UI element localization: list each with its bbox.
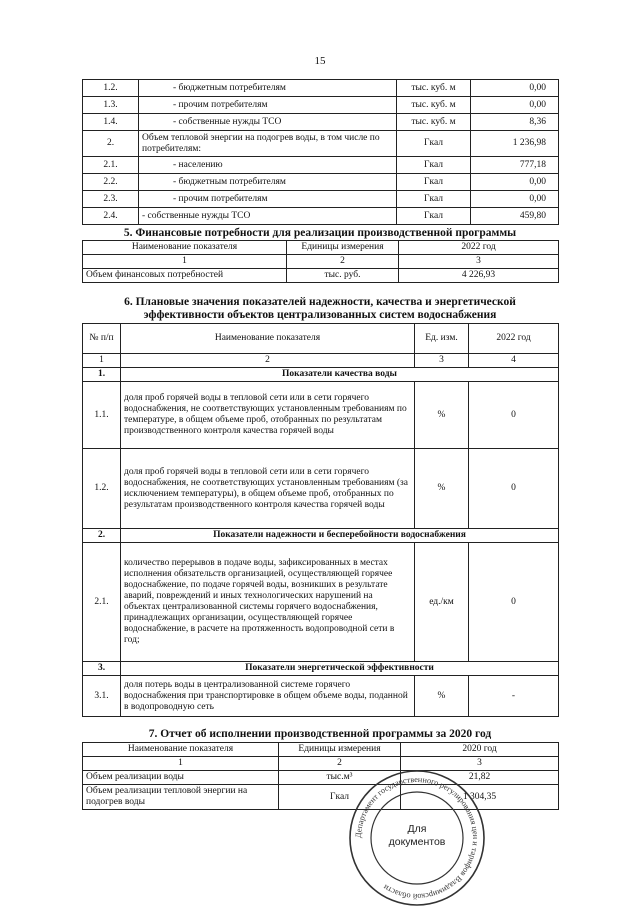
col-header-unit: Ед. изм. xyxy=(415,324,469,354)
index-cell: 2 xyxy=(121,354,415,368)
row-name: - собственные нужды ТСО xyxy=(139,208,397,225)
row-unit: тыс. куб. м xyxy=(397,97,471,114)
table-index-row xyxy=(83,255,559,269)
row-unit: тыс. куб. м xyxy=(397,80,471,97)
index-cell: 1 xyxy=(83,354,121,368)
table-row xyxy=(83,80,559,97)
stamp-center-text xyxy=(362,823,472,849)
table-row xyxy=(83,269,559,283)
row-value: - xyxy=(469,676,559,717)
group-row xyxy=(83,368,559,382)
row-name: - прочим потребителям xyxy=(139,97,397,114)
table-row xyxy=(83,114,559,131)
table-row xyxy=(83,131,559,157)
index-cell: 1 xyxy=(83,757,279,771)
row-number: 1.3. xyxy=(83,97,139,114)
section5-table xyxy=(82,240,559,283)
index-cell: 3 xyxy=(399,255,559,269)
group-row xyxy=(83,529,559,543)
index-cell: 2 xyxy=(279,757,401,771)
table-row xyxy=(83,382,559,449)
row-number: 2.2. xyxy=(83,174,139,191)
table-row xyxy=(83,174,559,191)
section6-title-line2: эффективности объектов централизованных систем водоснабжения xyxy=(143,309,497,321)
row-name: Объем реализации тепловой энергии на подогрев воды xyxy=(83,785,279,810)
row-text: количество перерывов в подаче воды, зафиксированных в местах исполнения обязательств организацией, осуществляющей горячее водоснабжение, по подаче горячей воды, возникших в результате аварий, повреждений и иных технологических нарушений на объектах централизованной системы горячего водоснабжения, принадлежащих организации, осуществляющей горячее водоснабжение, в расчете на протяженность водопроводной сети в год; xyxy=(121,543,415,662)
row-value: 4 226,93 xyxy=(399,269,559,283)
row-value: 0,00 xyxy=(471,191,559,208)
stamp-center-line2: документов xyxy=(388,836,446,848)
row-number: 2. xyxy=(83,131,139,157)
row-value: 0,00 xyxy=(471,97,559,114)
col-header-name: Наименование показателя xyxy=(121,324,415,354)
col-header-year: 2022 год xyxy=(399,241,559,255)
index-cell: 3 xyxy=(401,757,559,771)
stamp-ring-text: Департамент государственного регулирования цен и тарифов Владимирской области xyxy=(353,774,481,902)
table-index-row xyxy=(83,354,559,368)
row-unit: Гкал xyxy=(397,157,471,174)
row-name: - бюджетным потребителям xyxy=(139,80,397,97)
table-header-row xyxy=(83,241,559,255)
col-header-year: 2020 год xyxy=(401,743,559,757)
row-number: 3.1. xyxy=(83,676,121,717)
table-header-row xyxy=(83,324,559,354)
row-value: 21,82 xyxy=(401,771,559,785)
section6-table xyxy=(82,323,559,717)
row-value: 1 304,35 xyxy=(401,785,559,810)
group-title: Показатели качества воды xyxy=(121,368,559,382)
row-name: - прочим потребителям xyxy=(139,191,397,208)
group-title: Показатели надежности и бесперебойности водоснабжения xyxy=(121,529,559,543)
row-value: 1 236,98 xyxy=(471,131,559,157)
row-name: - собственные нужды ТСО xyxy=(139,114,397,131)
row-unit: тыс. руб. xyxy=(287,269,399,283)
row-number: 2.1. xyxy=(83,157,139,174)
table-row xyxy=(83,676,559,717)
table-index-row xyxy=(83,757,559,771)
table-row xyxy=(83,771,559,785)
row-unit: Гкал xyxy=(279,785,401,810)
row-value: 0 xyxy=(469,382,559,449)
stamp-center-line1: Для xyxy=(407,823,427,835)
row-unit: % xyxy=(415,449,469,529)
row-value: 459,80 xyxy=(471,208,559,225)
top-table xyxy=(82,79,559,225)
row-name: Объем реализации воды xyxy=(83,771,279,785)
section5-title: 5. Финансовые потребности для реализации производственной программы xyxy=(123,227,517,239)
index-cell: 4 xyxy=(469,354,559,368)
row-unit: тыс. куб. м xyxy=(397,114,471,131)
row-unit: Гкал xyxy=(397,131,471,157)
row-value: 0,00 xyxy=(471,174,559,191)
row-name: - бюджетным потребителям xyxy=(139,174,397,191)
row-unit: % xyxy=(415,382,469,449)
row-value: 0 xyxy=(469,543,559,662)
group-number: 3. xyxy=(83,662,121,676)
row-number: 1.1. xyxy=(83,382,121,449)
group-row xyxy=(83,662,559,676)
table-header-row xyxy=(83,743,559,757)
row-text: доля проб горячей воды в тепловой сети или в сети горячего водоснабжения, не соответствующих установленным требованиям (за исключением температуры), в общем объеме проб, отобранных по результатам производственного контроля качества горячей воды xyxy=(121,449,415,529)
col-header-year: 2022 год xyxy=(469,324,559,354)
section7-title: 7. Отчет об исполнении производственной программы за 2020 год xyxy=(148,728,492,740)
row-value: 0,00 xyxy=(471,80,559,97)
table-row xyxy=(83,157,559,174)
row-number: 1.4. xyxy=(83,114,139,131)
col-header-unit: Единицы измерения xyxy=(287,241,399,255)
row-number: 2.1. xyxy=(83,543,121,662)
row-value: 8,36 xyxy=(471,114,559,131)
row-number: 2.3. xyxy=(83,191,139,208)
row-name: Объем финансовых потребностей xyxy=(83,269,287,283)
table-row xyxy=(83,785,559,810)
row-unit: тыс.м³ xyxy=(279,771,401,785)
row-unit: ед./км xyxy=(415,543,469,662)
group-number: 1. xyxy=(83,368,121,382)
section6-title-line1: 6. Плановые значения показателей надежности, качества и энергетической xyxy=(124,296,516,308)
row-name: Объем тепловой энергии на подогрев воды, в том числе по потребителям: xyxy=(139,131,397,157)
index-cell: 2 xyxy=(287,255,399,269)
table-row xyxy=(83,97,559,114)
row-number: 1.2. xyxy=(83,80,139,97)
col-header-name: Наименование показателя xyxy=(83,241,287,255)
row-unit: Гкал xyxy=(397,208,471,225)
row-text: доля потерь воды в централизованной системе горячего водоснабжения при транспортировке в общем объеме воды, поданной в водопроводную сеть xyxy=(121,676,415,717)
row-number: 2.4. xyxy=(83,208,139,225)
page-number: 15 xyxy=(314,55,326,67)
row-name: - населению xyxy=(139,157,397,174)
table-row xyxy=(83,449,559,529)
row-unit: % xyxy=(415,676,469,717)
group-number: 2. xyxy=(83,529,121,543)
row-unit: Гкал xyxy=(397,191,471,208)
row-value: 777,18 xyxy=(471,157,559,174)
row-text: доля проб горячей воды в тепловой сети или в сети горячего водоснабжения, не соответствующих установленным требованиям по температуре, в общем объеме проб, отобранных по результатам производственного контроля качества горячей воды xyxy=(121,382,415,449)
group-title: Показатели энергетической эффективности xyxy=(121,662,559,676)
section7-table xyxy=(82,742,559,810)
col-header-name: Наименование показателя xyxy=(83,743,279,757)
table-row xyxy=(83,191,559,208)
index-cell: 1 xyxy=(83,255,287,269)
col-header-num: № п/п xyxy=(83,324,121,354)
row-unit: Гкал xyxy=(397,174,471,191)
col-header-unit: Единицы измерения xyxy=(279,743,401,757)
table-row xyxy=(83,208,559,225)
row-number: 1.2. xyxy=(83,449,121,529)
index-cell: 3 xyxy=(415,354,469,368)
table-row xyxy=(83,543,559,662)
row-value: 0 xyxy=(469,449,559,529)
